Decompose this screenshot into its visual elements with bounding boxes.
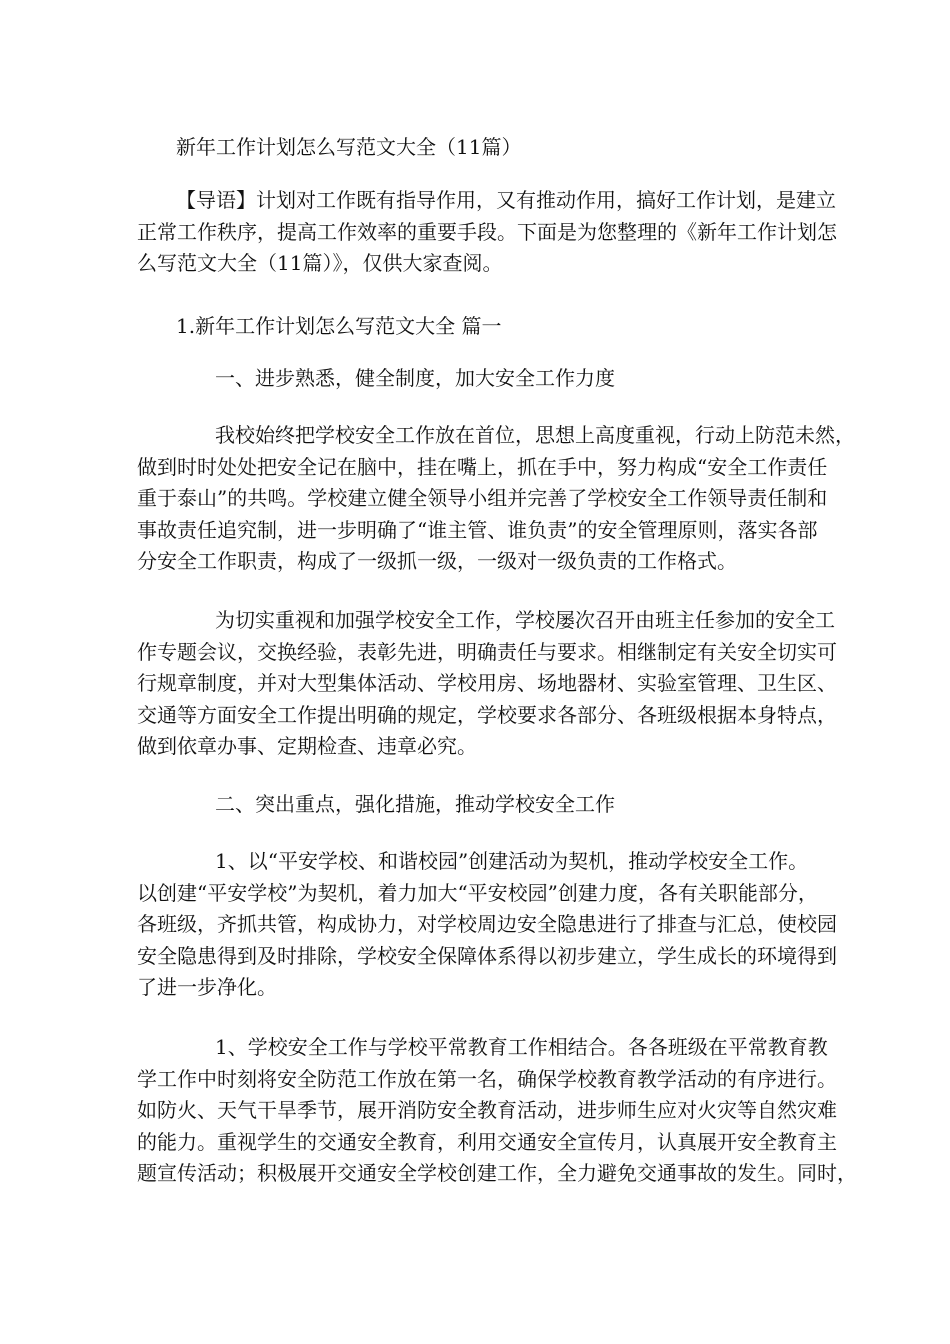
subheading-two (137, 789, 827, 821)
paragraph-line: 重于泰山”的共鸣。学校建立健全领导小组并完善了学校安全工作领导责任制和 (137, 486, 828, 510)
subheading-one (137, 363, 827, 395)
paragraph-line: 题宣传活动；积极展开交通安全学校创建工作，全力避免交通事故的发生。同时， (137, 1161, 857, 1185)
paragraph-line: 事故责任追究制，进一步明确了“谁主管、谁负责”的安全管理原则，落实各部 (137, 517, 818, 542)
paragraph-line: 的能力。重视学生的交通安全教育，利用交通安全宣传月，认真展开安全教育主 (137, 1129, 837, 1154)
paragraph-line: 安全隐患得到及时排除，学校安全保障体系得以初步建立，学生成长的环境得到 (137, 943, 837, 968)
paragraph-line: 学工作中时刻将安全防范工作放在第一名，确保学校教育教学活动的有序进行。 (137, 1066, 837, 1091)
paragraph-4 (137, 1032, 857, 1190)
intro-line: 【导语】计划对工作既有指导作用，又有推动作用，搞好工作计划，是建立 (176, 188, 836, 212)
paragraph-line: 以创建“平安学校”为契机，着力加大“平安校园”创建力度，各有关职能部分， (137, 880, 818, 905)
subheading-line: 二、突出重点，强化措施，推动学校安全工作 (215, 792, 615, 816)
paragraph-line: 1、学校安全工作与学校平常教育工作相结合。各各班级在平常教育教 (215, 1035, 828, 1059)
intro-line: 正常工作秩序，提高工作效率的重要手段。下面是为您整理的《新年工作计划怎 (137, 219, 837, 244)
section-heading-line: 1.新年工作计划怎么写范文大全 篇一 (176, 314, 502, 338)
paragraph-line: 分安全工作职责，构成了一级抓一级，一级对一级负责的工作格式。 (137, 549, 737, 573)
title-line: 新年工作计划怎么写范文大全（11篇） (176, 135, 522, 159)
paragraph-line: 做到时时处处把安全记在脑中，挂在嘴上，抓在手中，努力构成“安全工作责任 (137, 454, 828, 479)
subheading-line: 一、进步熟悉，健全制度，加大安全工作力度 (215, 366, 615, 390)
paragraph-line: 行规章制度，并对大型集体活动、学校用房、场地器材、实验室管理、卫生区、 (137, 671, 837, 695)
paragraph-line: 作专题会议，交换经验，表彰先进，明确责任与要求。相继制定有关安全切实可 (137, 639, 837, 664)
paragraph-line: 做到依章办事、定期检查、违章必究。 (137, 734, 477, 758)
paragraph-line: 如防火、天气干旱季节，展开消防安全教育活动，进步师生应对火灾等自然灾难 (137, 1098, 837, 1122)
paragraph-2 (137, 605, 837, 763)
paragraph-line: 1、以“平安学校、和谐校园”创建活动为契机，推动学校安全工作。 (215, 849, 809, 873)
paragraph-line: 各班级，齐抓共管，构成协力，对学校周边安全隐患进行了排查与汇总，使校园 (137, 912, 837, 936)
paragraph-line: 我校始终把学校安全工作放在首位，思想上高度重视，行动上防范未然， (215, 423, 855, 447)
intro-paragraph (137, 185, 837, 280)
paragraph-1 (137, 420, 855, 578)
section-heading (137, 311, 827, 343)
paragraph-line: 为切实重视和加强学校安全工作，学校屡次召开由班主任参加的安全工 (215, 608, 835, 632)
document-title (137, 132, 827, 164)
paragraph-line: 了进一步净化。 (137, 975, 277, 999)
intro-line: 么写范文大全（11篇）》，仅供大家查阅。 (137, 251, 503, 275)
paragraph-line: 交通等方面安全工作提出明确的规定，学校要求各部分、各班级根据本身特点， (137, 702, 837, 727)
paragraph-3 (137, 846, 837, 1004)
